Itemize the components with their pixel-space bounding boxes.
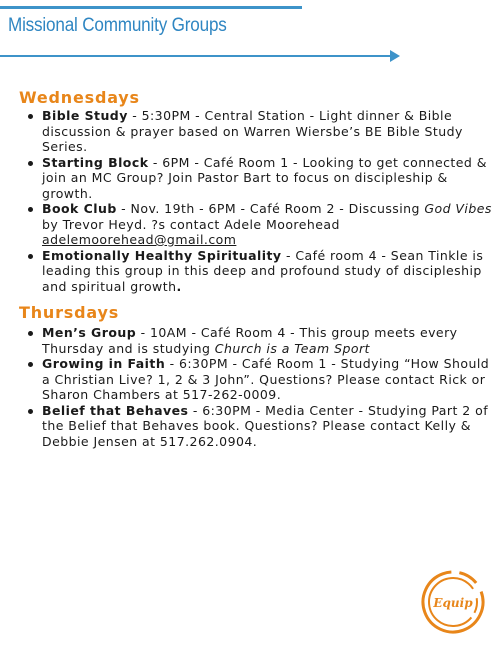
logo-text: Equip xyxy=(433,596,473,610)
item-details: - 10AM - Café Room 4 - This group meets every Thursday and is studying xyxy=(42,325,458,356)
wednesday-list xyxy=(42,108,492,294)
list-item-emotionally-healthy xyxy=(42,248,492,295)
item-end: . xyxy=(176,278,182,294)
equip-logo xyxy=(420,569,486,635)
item-details: - Nov. 19th - 6PM - Café Room 2 - Discussing xyxy=(116,201,425,216)
page-title: Missional Community Groups xyxy=(8,15,227,36)
item-details: - 6PM - Café Room 1 - Looking to get connected & join an MC Group? Join Pastor Bart to focus on discipleship & growth. xyxy=(42,154,487,201)
item-name: Belief that Behaves xyxy=(42,402,189,418)
arrow-right-icon xyxy=(390,50,400,62)
item-details: - Café room 4 - Sean Tinkle is leading this group in this deep and profound study of discipleship and spiritual growth xyxy=(42,247,484,294)
section-title-wednesdays: Wednesdays xyxy=(19,88,140,107)
item-details: - 6:30PM - Media Center - Studying Part 2 of the Belief that Behaves book. Questions? Please contact Kelly & Debbie Jensen at 517.262.0904. xyxy=(42,402,489,449)
item-details: by Trevor Heyd. ?s contact Adele Moorehead xyxy=(42,216,340,232)
arrow-divider xyxy=(0,55,392,57)
book-title: Church is a Team Sport xyxy=(214,340,370,356)
book-title: God Vibes xyxy=(424,201,492,216)
list-item-growing-in-faith xyxy=(42,356,492,403)
list-item-book-club xyxy=(42,201,492,248)
list-item-belief-that-behaves xyxy=(42,403,492,450)
item-name: Book Club xyxy=(42,201,117,216)
thursday-list xyxy=(42,325,492,449)
email-link[interactable]: adelemoorehead@gmail.com xyxy=(42,232,237,247)
item-name: Men’s Group xyxy=(42,325,137,340)
item-name: Starting Block xyxy=(42,154,149,170)
item-name: Bible Study xyxy=(42,108,128,123)
item-details: - 5:30PM - Central Station - Light dinner & Bible discussion & prayer based on Warren Wiersbe’s BE Bible Study Series. xyxy=(42,108,463,154)
section-title-thursdays: Thursdays xyxy=(19,303,120,322)
item-details: - 6:30PM - Café Room 1 - Studying “How Should a Christian Live? 1, 2 & 3 John”. Questions? Please contact Rick or Sharon Chambers at 517-262-0009. xyxy=(42,356,490,402)
list-item-bible-study xyxy=(42,108,492,155)
list-item-starting-block xyxy=(42,155,492,202)
item-name: Emotionally Healthy Spirituality xyxy=(42,247,282,263)
item-name: Growing in Faith xyxy=(42,356,166,371)
list-item-mens-group xyxy=(42,325,492,356)
top-divider xyxy=(0,6,302,9)
